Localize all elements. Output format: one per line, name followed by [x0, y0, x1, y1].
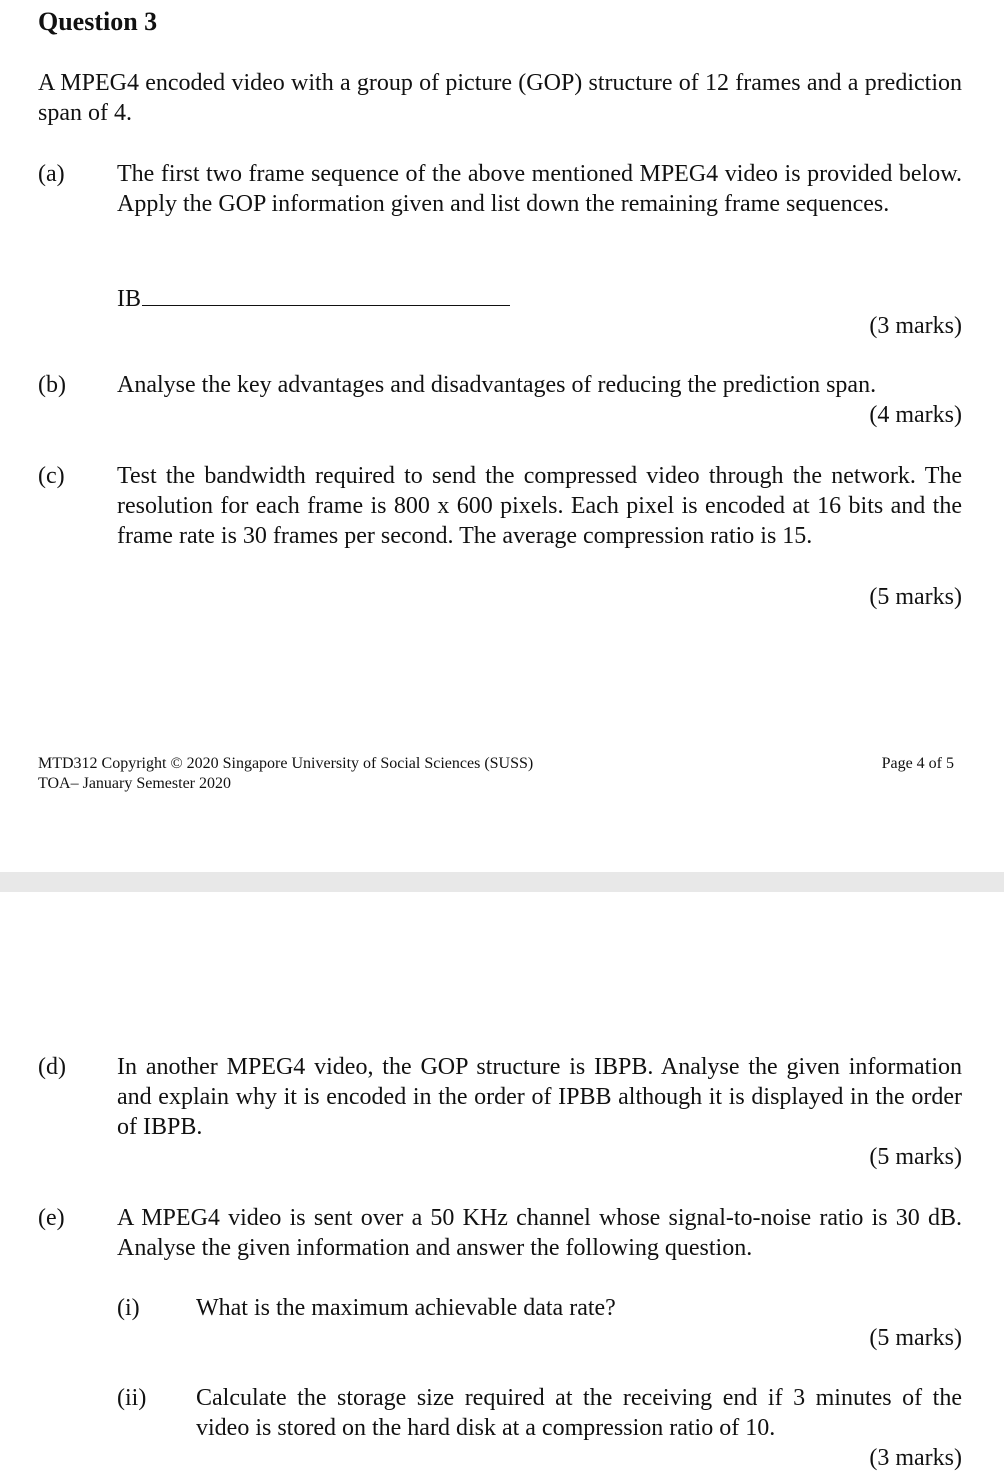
part-e-i-label: (i)	[117, 1295, 140, 1321]
part-a-answer-line	[117, 281, 510, 314]
part-a-text: The first two frame sequence of the above mentioned MPEG4 video is provided below. Apply the GOP information given and list down the remaining frame sequences.	[117, 161, 962, 217]
exam-page-5	[0, 892, 1004, 1484]
part-d-text: In another MPEG4 video, the GOP structure is IBPB. Analyse the given information and explain why it is encoded in the order of IPBB although it is displayed in the order of IBPB.	[117, 1054, 962, 1140]
part-e-text: A MPEG4 video is sent over a 50 KHz channel whose signal-to-noise ratio is 30 dB. Analyse the given information and answer the following question.	[117, 1205, 962, 1261]
part-e-ii-text: Calculate the storage size required at the receiving end if 3 minutes of the video is stored on the hard disk at a compression ratio of 10.	[196, 1385, 962, 1441]
page-separator	[0, 872, 1004, 892]
part-b-label: (b)	[38, 372, 66, 398]
footer-semester: TOA– January Semester 2020	[38, 775, 231, 792]
part-a-marks: (3 marks)	[869, 313, 962, 339]
part-e-ii-marks: (3 marks)	[869, 1445, 962, 1471]
footer-copyright: MTD312 Copyright © 2020 Singapore University of Social Sciences (SUSS)	[38, 755, 534, 772]
answer-prefix: IB	[117, 286, 141, 312]
part-e-i-text: What is the maximum achievable data rate?	[196, 1295, 616, 1321]
question-title: Question 3	[38, 7, 158, 36]
part-e-label: (e)	[38, 1205, 65, 1231]
part-b-marks: (4 marks)	[869, 402, 962, 428]
part-c-label: (c)	[38, 463, 65, 489]
part-e-ii-label: (ii)	[117, 1385, 147, 1411]
footer-page-number: Page 4 of 5	[881, 755, 954, 772]
answer-blank	[142, 281, 510, 306]
part-b-text: Analyse the key advantages and disadvantages of reducing the prediction span.	[117, 372, 877, 398]
question-intro: A MPEG4 encoded video with a group of picture (GOP) structure of 12 frames and a prediction span of 4.	[38, 70, 962, 126]
part-c-text: Test the bandwidth required to send the compressed video through the network. The resolution for each frame is 800 x 600 pixels. Each pixel is encoded at 16 bits and the frame rate is 30 frames per second. The average compression ratio is 15.	[117, 463, 962, 549]
part-e-i-marks: (5 marks)	[869, 1325, 962, 1351]
part-c-marks: (5 marks)	[869, 584, 962, 610]
part-d-marks: (5 marks)	[869, 1144, 962, 1170]
part-a-label: (a)	[38, 161, 65, 187]
part-d-label: (d)	[38, 1054, 66, 1080]
